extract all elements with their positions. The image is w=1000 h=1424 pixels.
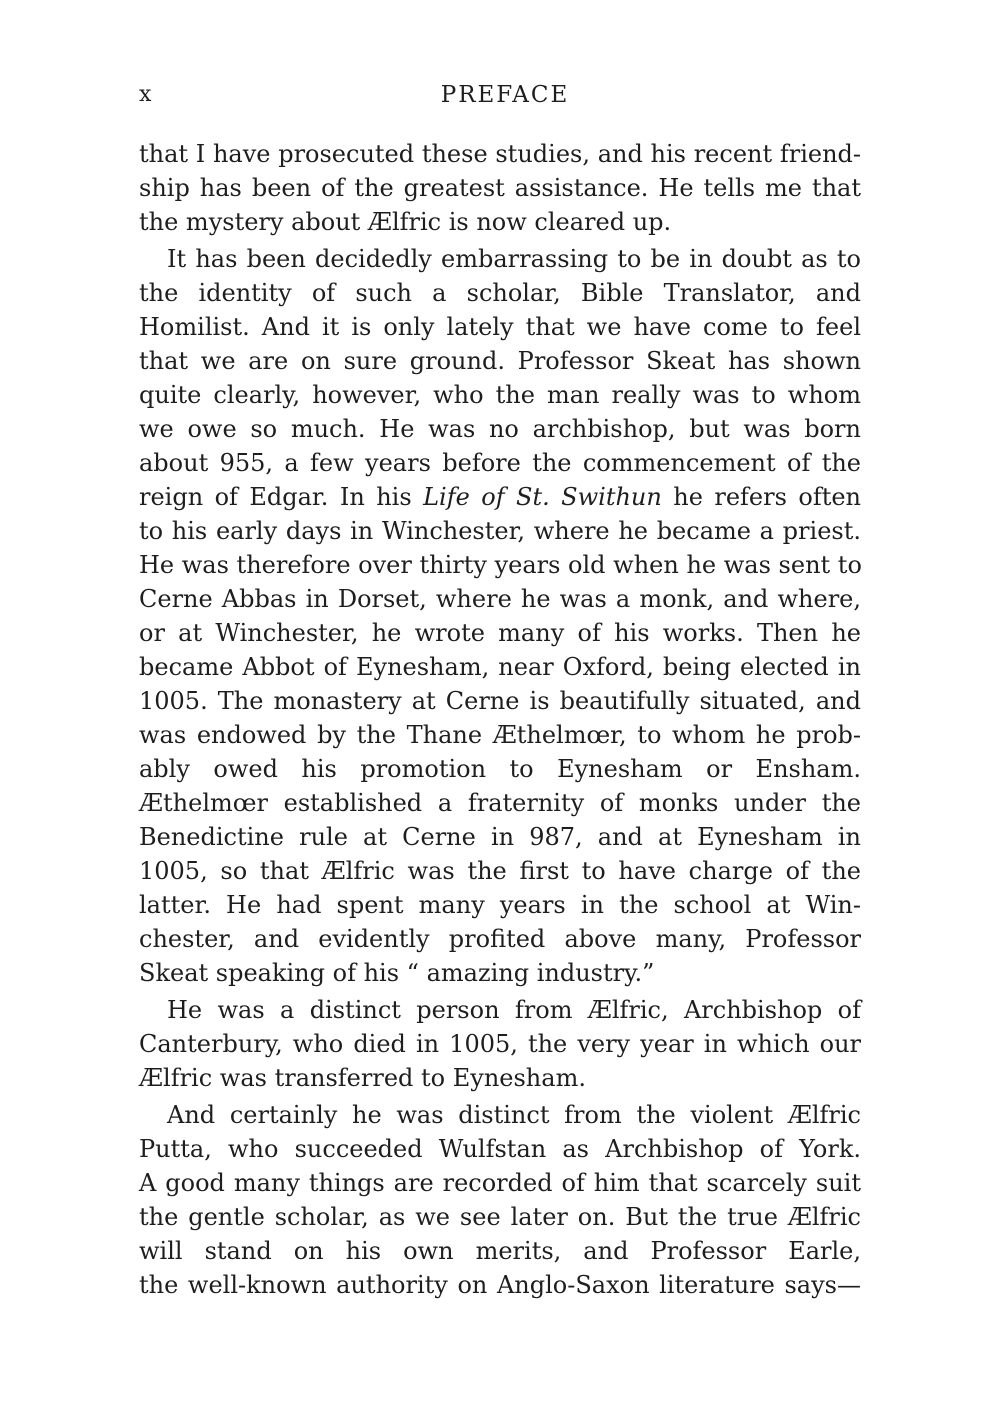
text-line: that we are on sure ground. Professor Skeat has shown [139,347,861,375]
text-line: ship has been of the greatest assistance. He tells me that [139,174,861,202]
text-line: we owe so much. He was no archbishop, but was born [139,415,861,443]
book-title: Life of St. Swithun [423,483,662,511]
preface-text [139,137,861,1302]
text-line: Skeat speaking of his “ amazing industry.” [139,959,655,987]
text-line: became Abbot of Eynesham, near Oxford, being elected in [139,653,861,681]
text-line: that I have prosecuted these studies, and his recent friend- [139,140,861,168]
text-line: He was a distinct person from Ælfric, Archbishop of [167,996,861,1024]
text-line: Homilist. And it is only lately that we have come to feel [139,313,861,341]
text-line: And certainly he was distinct from the violent Ælfric [167,1101,861,1129]
paragraph [139,242,861,990]
text-line: Ælfric was transferred to Eynesham. [139,1064,586,1092]
paragraph [139,1098,861,1302]
text-line: Canterbury, who died in 1005, the very year in which our [139,1030,861,1058]
text-line-with-title [139,480,861,514]
text-line: Æthelmœr established a fraternity of monks under the [139,789,861,817]
text-line: quite clearly, however, who the man really was to whom [139,381,861,409]
text-line: Benedictine rule at Cerne in 987, and at Eynesham in [139,823,861,851]
running-title: PREFACE [440,82,570,108]
text-line: 1005, so that Ælfric was the first to have charge of the [139,857,861,885]
line-text: he refers often [661,483,862,511]
running-head [139,80,861,114]
text-line: chester, and evidently profited above many, Professor [139,925,861,953]
text-line: A good many things are recorded of him that scarcely suit [139,1169,861,1197]
text-line: to his early days in Winchester, where he became a priest. [139,517,861,545]
text-line: ably owed his promotion to Eynesham or Ensham. [139,755,861,783]
text-line: Cerne Abbas in Dorset, where he was a monk, and where, [139,585,861,613]
paragraph [139,993,861,1095]
text-line: 1005. The monastery at Cerne is beautifully situated, and [139,687,861,715]
text-line: Putta, who succeeded Wulfstan as Archbishop of York. [139,1135,861,1163]
text-line: the well-known authority on Anglo-Saxon literature says— [139,1271,861,1299]
text-line: It has been decidedly embarrassing to be in doubt as to [167,245,861,273]
paragraph [139,137,861,239]
text-line: about 955, a few years before the commencement of the [139,449,861,477]
text-line: will stand on his own merits, and Professor Earle, [139,1237,861,1265]
text-line: was endowed by the Thane Æthelmœr, to whom he prob- [139,721,861,749]
text-line: the identity of such a scholar, Bible Translator, and [139,279,861,307]
page-number: x [139,82,152,107]
text-line: or at Winchester, he wrote many of his works. Then he [139,619,861,647]
line-text: reign of Edgar. In his [139,483,424,511]
text-line: the mystery about Ælfric is now cleared up. [139,208,672,236]
text-line: latter. He had spent many years in the school at Win- [139,891,861,919]
text-line: the gentle scholar, as we see later on. But the true Ælfric [139,1203,861,1231]
text-line: He was therefore over thirty years old when he was sent to [139,551,862,579]
